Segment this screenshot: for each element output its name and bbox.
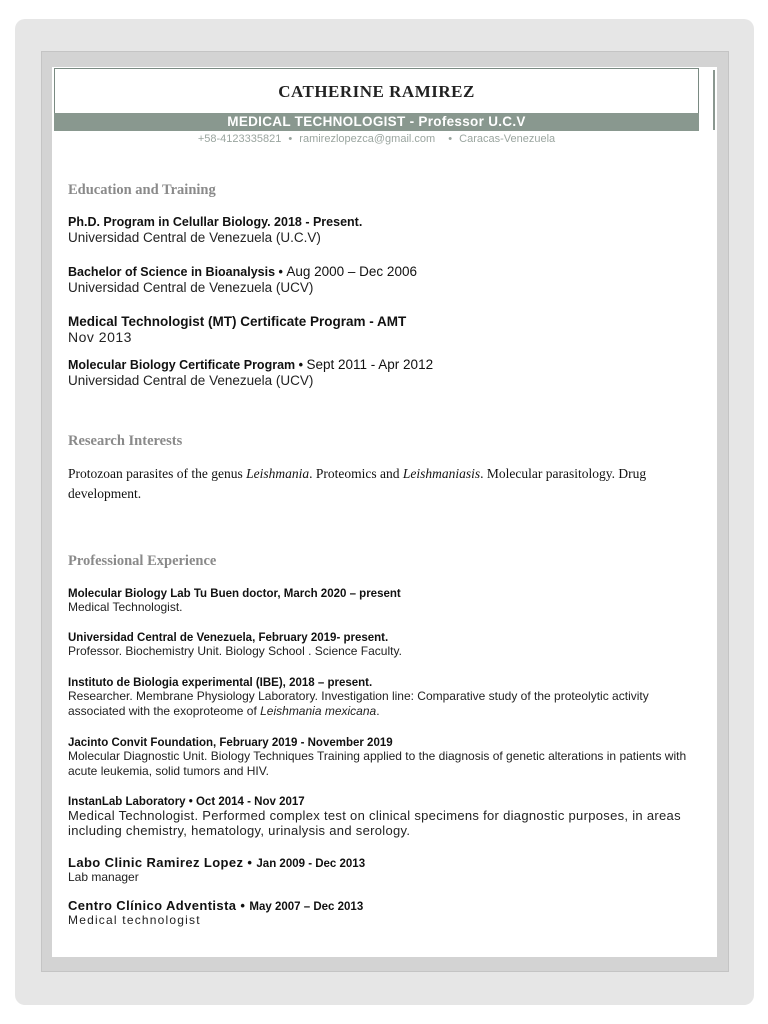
education-heading: Education and Training: [68, 182, 216, 198]
experience-lead: Molecular Biology Lab Tu Buen doctor, March 2020 – present: [68, 588, 401, 600]
candidate-name: CATHERINE RAMIREZ: [278, 82, 475, 101]
experience-item: [68, 898, 698, 928]
experience-desc: Lab manager: [68, 870, 139, 884]
education-item: [68, 215, 698, 245]
experience-desc: Medical Technologist. Performed complex test on clinical specimens for diagnostic purposes, in areas including chemistry, hematology, urinalysis and serology.: [68, 808, 681, 838]
experience-desc: Medical Technologist.: [68, 600, 183, 614]
education-item: [68, 314, 698, 345]
experience-item: [68, 855, 698, 885]
research-text: Protozoan parasites of the genus Leishmania. Proteomics and Leishmaniasis. Molecular parasitology. Drug development.: [68, 466, 647, 501]
education-lead: Molecular Biology Certificate Program • Sept 2011 - Apr 2012: [68, 357, 434, 372]
experience-desc: Molecular Diagnostic Unit. Biology Techniques Training applied to the diagnosis of genetic alterations in patients with acute leukemia, solid tumors and HIV.: [68, 749, 687, 778]
experience-item: [68, 737, 698, 779]
education-lead: Medical Technologist (MT) Certificate Program - AMT: [68, 314, 407, 329]
experience-lead: Universidad Central de Venezuela, February 2019- present.: [68, 632, 389, 644]
education-institution: Universidad Central de Venezuela (UCV): [68, 280, 314, 295]
contact-phone: +58-4123335821: [197, 133, 282, 145]
separator: •: [288, 133, 293, 145]
experience-lead: Jacinto Convit Foundation, February 2019 - November 2019: [68, 737, 393, 749]
contact-email[interactable]: ramirezlopezca@gmail.com: [299, 133, 436, 145]
education-item: [68, 357, 698, 388]
experience-lead: InstanLab Laboratory • Oct 2014 - Nov 2017: [68, 796, 305, 808]
education-lead: Bachelor of Science in Bioanalysis • Aug 2000 – Dec 2006: [68, 264, 417, 279]
contact-line: [54, 133, 699, 145]
education-institution: Universidad Central de Venezuela (U.C.V): [68, 230, 321, 245]
research-heading: Research Interests: [68, 433, 183, 449]
education-item: [68, 264, 698, 295]
separator: •: [448, 133, 453, 145]
education-date: Nov 2013: [68, 329, 132, 345]
experience-lead: Instituto de Biologia experimental (IBE), 2018 – present.: [68, 677, 373, 689]
experience-item: [68, 632, 698, 659]
experience-item: [68, 588, 698, 615]
name-box: [54, 68, 699, 113]
education-institution: Universidad Central de Venezuela (UCV): [68, 373, 314, 388]
experience-desc: Medical technologist: [68, 913, 201, 927]
experience-desc: Professor. Biochemistry Unit. Biology School . Science Faculty.: [68, 644, 402, 658]
experience-item: [68, 677, 698, 719]
header-accent-bar: [713, 70, 715, 130]
experience-heading: Professional Experience: [68, 553, 217, 569]
experience-desc: Researcher. Membrane Physiology Laboratory. Investigation line: Comparative study of the proteolytic activity associated with the exoproteome of Leishmania mexicana.: [68, 689, 649, 718]
experience-lead: Labo Clinic Ramirez Lopez • Jan 2009 - Dec 2013: [68, 855, 366, 870]
experience-lead: Centro Clínico Adventista • May 2007 – Dec 2013: [68, 898, 364, 913]
experience-item: [68, 796, 698, 838]
education-lead: Ph.D. Program in Celullar Biology. 2018 - Present.: [68, 215, 363, 229]
title-band: MEDICAL TECHNOLOGIST - Professor U.C.V: [54, 113, 699, 131]
contact-location: Caracas-Venezuela: [459, 133, 556, 145]
